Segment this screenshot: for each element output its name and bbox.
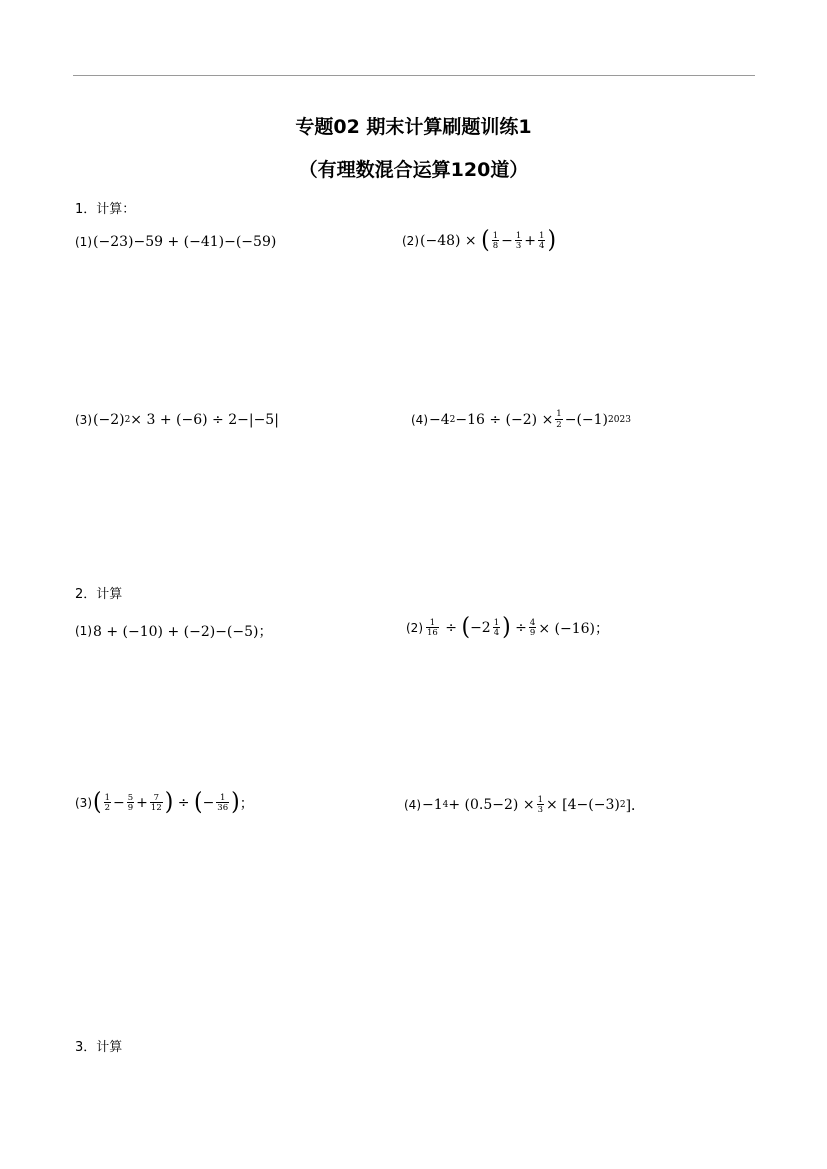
expression: −4 2 −16 ÷ (−2) × $\frac{1}{2}$ −(−1) 2023 bbox=[429, 409, 631, 430]
expression: (−23)−59 + (−41)−(−59) bbox=[93, 234, 277, 250]
q1-item-3 bbox=[75, 412, 279, 428]
item-number: (4) bbox=[404, 798, 421, 812]
item-number: (3) bbox=[75, 413, 92, 427]
expression: (−2) 2 × 3 + (−6) ÷ 2−|−5| bbox=[93, 412, 279, 428]
expression: ( $\frac{1}{2}$ − $\frac{5}{9}$ + $\frac{7}{12}$ ) ÷ ( − $\frac{1}{36}$ ) ； bbox=[93, 788, 254, 817]
expression: 8 + (−10) + (−2)−(−5)； bbox=[93, 624, 273, 640]
q1-item-2 bbox=[402, 226, 557, 255]
q2-item-3 bbox=[75, 788, 254, 817]
q2-item-4 bbox=[404, 795, 645, 815]
question-3-heading: 3．计算 bbox=[75, 1040, 123, 1055]
q1-item-1 bbox=[75, 234, 276, 250]
item-number: (1) bbox=[75, 624, 92, 638]
item-number: (3) bbox=[75, 796, 92, 810]
item-number: (2) bbox=[402, 234, 419, 248]
expression: −1 4 + (0.5−2) × $\frac{1}{3}$ × [4−(−3) 2 ]． bbox=[422, 794, 646, 815]
item-number: (2) bbox=[406, 621, 423, 635]
header-rule bbox=[73, 75, 755, 76]
q1-item-4 bbox=[411, 410, 631, 429]
question-2-heading: 2．计算 bbox=[75, 587, 123, 602]
q2-item-2 bbox=[406, 613, 609, 642]
item-number: (1) bbox=[75, 235, 92, 249]
page-subtitle: （有理数混合运算120道） bbox=[298, 159, 529, 181]
q2-item-1 bbox=[75, 621, 273, 641]
item-number: (4) bbox=[411, 412, 428, 427]
expression: (−48) × ( $\frac{1}{8}$ − $\frac{1}{3}$ + $\frac{1}{4}$ ) bbox=[420, 226, 557, 255]
question-1-heading: 1．计算： bbox=[75, 202, 136, 217]
page-title: 专题02 期末计算刷题训练1 bbox=[295, 116, 532, 138]
expression: $\frac{1}{16}$ ÷ ( −2 $\frac{1}{4}$ ) ÷ $\frac{4}{9}$ × (−16)； bbox=[427, 613, 609, 642]
